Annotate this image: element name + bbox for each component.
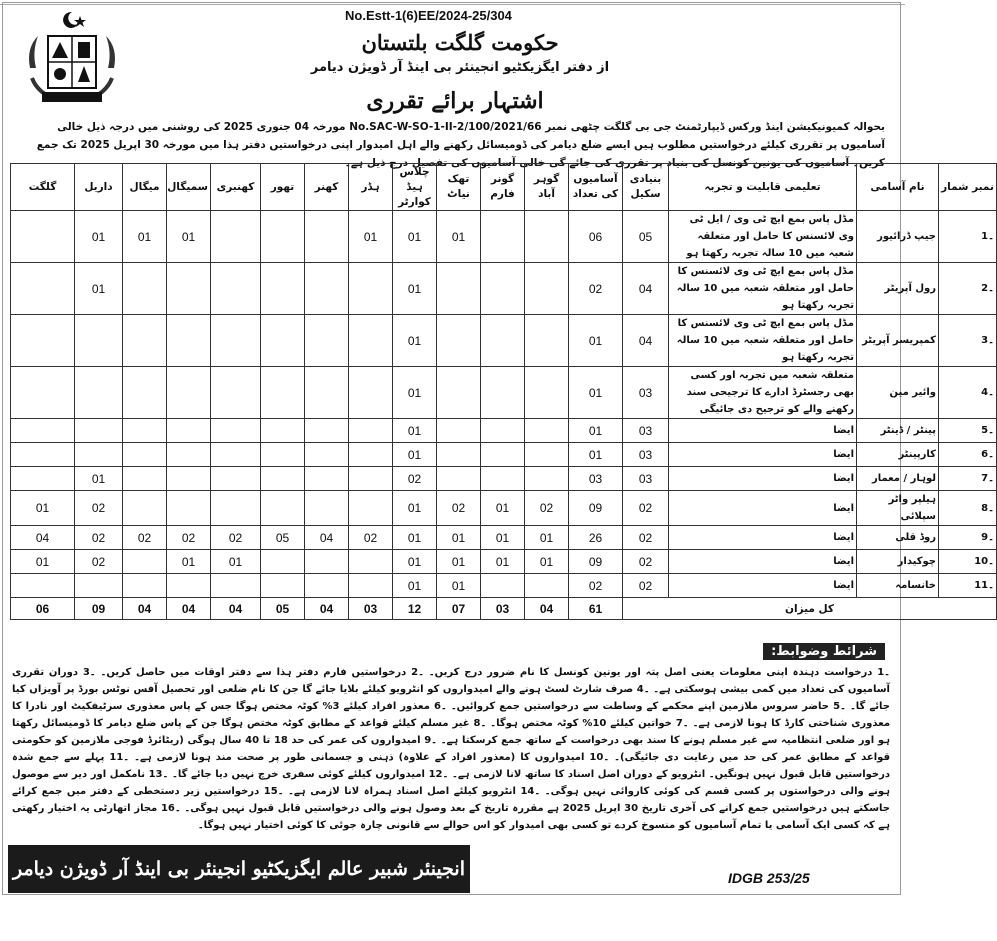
cell-c11: 02 bbox=[75, 526, 123, 550]
cell-sr: ۔4 bbox=[939, 367, 997, 419]
cell-post: وائیر مین bbox=[857, 367, 939, 419]
total-c2: 03 bbox=[481, 598, 525, 620]
cell-c9 bbox=[167, 367, 211, 419]
cell-c10 bbox=[123, 550, 167, 574]
cell-total: 01 bbox=[569, 443, 623, 467]
cell-c6 bbox=[305, 367, 349, 419]
cell-c10 bbox=[123, 419, 167, 443]
cell-bps: 02 bbox=[623, 491, 669, 526]
cell-sr: ۔11 bbox=[939, 574, 997, 598]
cell-c11 bbox=[75, 443, 123, 467]
cell-c10: 02 bbox=[123, 526, 167, 550]
total-c12: 06 bbox=[11, 598, 75, 620]
cell-c9 bbox=[167, 263, 211, 315]
table-row bbox=[11, 574, 997, 598]
cell-c10 bbox=[123, 491, 167, 526]
cell-c1: 01 bbox=[525, 550, 569, 574]
cell-bps: 04 bbox=[623, 315, 669, 367]
cell-c12 bbox=[11, 211, 75, 263]
total-c11: 09 bbox=[75, 598, 123, 620]
cell-sr: ۔3 bbox=[939, 315, 997, 367]
cell-c5 bbox=[349, 574, 393, 598]
cell-c6 bbox=[305, 550, 349, 574]
cell-c8 bbox=[211, 367, 261, 419]
col-header: نمبر شمار bbox=[939, 164, 997, 211]
cell-bps: 03 bbox=[623, 419, 669, 443]
col-header: گلگت bbox=[11, 164, 75, 211]
cell-c3 bbox=[437, 263, 481, 315]
cell-c7 bbox=[261, 419, 305, 443]
cell-c12 bbox=[11, 574, 75, 598]
col-header: تعلیمی قابلیت و تجربہ bbox=[669, 164, 857, 211]
col-header: چلاس ہیڈ کوارٹر bbox=[393, 164, 437, 211]
cell-c3 bbox=[437, 419, 481, 443]
cell-c1: 02 bbox=[525, 491, 569, 526]
cell-c12: 01 bbox=[11, 491, 75, 526]
cell-c3: 01 bbox=[437, 574, 481, 598]
col-header: کھنر bbox=[305, 164, 349, 211]
table-total-row bbox=[11, 598, 997, 620]
total-c3: 07 bbox=[437, 598, 481, 620]
cell-c12 bbox=[11, 367, 75, 419]
col-header: گونر فارم bbox=[481, 164, 525, 211]
cell-qual: مڈل پاس بمع ایچ ٹی وی لائسنس کا حامل اور متعلقہ شعبہ میں 10 سالہ تجربہ رکھتا ہو bbox=[669, 263, 857, 315]
cell-c4: 02 bbox=[393, 467, 437, 491]
cell-c8 bbox=[211, 419, 261, 443]
cell-post: خانسامہ bbox=[857, 574, 939, 598]
vacancy-table bbox=[10, 163, 997, 620]
cell-c4: 01 bbox=[393, 443, 437, 467]
cell-c9 bbox=[167, 491, 211, 526]
government-emblem-icon bbox=[18, 8, 126, 110]
col-header: تھک نیاٹ bbox=[437, 164, 481, 211]
cell-total: 09 bbox=[569, 491, 623, 526]
cell-c7 bbox=[261, 443, 305, 467]
cell-c4: 01 bbox=[393, 367, 437, 419]
cell-qual: متعلقہ شعبہ میں تجربہ اور کسی بھی رجسٹرڈ ادارے کا ترجیحی سند رکھنے والے کو ترجیح دی جائیگی bbox=[669, 367, 857, 419]
cell-c10 bbox=[123, 367, 167, 419]
cell-c6: 04 bbox=[305, 526, 349, 550]
table-row bbox=[11, 211, 997, 263]
cell-c11 bbox=[75, 367, 123, 419]
government-title: حکومت گلگت بلتستان bbox=[361, 30, 559, 55]
cell-c7: 05 bbox=[261, 526, 305, 550]
cell-c7 bbox=[261, 263, 305, 315]
cell-c6 bbox=[305, 315, 349, 367]
cell-post: لوہار / معمار bbox=[857, 467, 939, 491]
cell-c4: 01 bbox=[393, 491, 437, 526]
cell-c5 bbox=[349, 443, 393, 467]
total-label: کل میزان bbox=[623, 598, 997, 620]
cell-bps: 02 bbox=[623, 526, 669, 550]
col-header: داریل bbox=[75, 164, 123, 211]
cell-c3: 02 bbox=[437, 491, 481, 526]
cell-c6 bbox=[305, 419, 349, 443]
col-header: سمیگال bbox=[167, 164, 211, 211]
cell-c2: 01 bbox=[481, 550, 525, 574]
cell-c7 bbox=[261, 467, 305, 491]
cell-bps: 02 bbox=[623, 550, 669, 574]
cell-sr: ۔2 bbox=[939, 263, 997, 315]
cell-c9 bbox=[167, 315, 211, 367]
cell-c7 bbox=[261, 367, 305, 419]
cell-c1 bbox=[525, 419, 569, 443]
cell-sr: ۔10 bbox=[939, 550, 997, 574]
cell-post: رول آپریٹر bbox=[857, 263, 939, 315]
cell-c1 bbox=[525, 467, 569, 491]
cell-c2 bbox=[481, 574, 525, 598]
cell-sr: ۔7 bbox=[939, 467, 997, 491]
cell-total: 26 bbox=[569, 526, 623, 550]
table-row bbox=[11, 419, 997, 443]
cell-c7 bbox=[261, 315, 305, 367]
cell-c7 bbox=[261, 550, 305, 574]
intro-paragraph: بحوالہ کمیونیکیشن اینڈ ورکس ڈیپارٹمنٹ جی بی گلگت چٹھی نمبر No.SAC-W-SO-1-II-2/100/2021/66 مورخہ 04 جنوری 2025 کی روشنی میں درجہ ذیل خالی آسامیوں پر تقرری کیلئے درخواستیں مطلوب ہیں ایسے ضلع دیامر کی ڈومیسائل رکھنے والے اہل امیدوار اپنی درخواستیں دفتر ہذا میں مورخہ 30 اپریل 2025 تک جمع کریں۔ آسامیوں کی یونین کونسل کی بنیاد پر تقرری کی جائے گی خالی آسامیوں کی تفصیل درج ذیل ہے۔ bbox=[36, 121, 885, 169]
cell-c2 bbox=[481, 419, 525, 443]
cell-sr: ۔1 bbox=[939, 211, 997, 263]
cell-c10 bbox=[123, 263, 167, 315]
cell-c6 bbox=[305, 443, 349, 467]
col-header: کھنبری bbox=[211, 164, 261, 211]
cell-c2 bbox=[481, 211, 525, 263]
cell-c8: 02 bbox=[211, 526, 261, 550]
cell-c4: 01 bbox=[393, 211, 437, 263]
cell-c11: 01 bbox=[75, 467, 123, 491]
cell-bps: 03 bbox=[623, 367, 669, 419]
cell-c5: 02 bbox=[349, 526, 393, 550]
cell-bps: 05 bbox=[623, 211, 669, 263]
cell-c8 bbox=[211, 467, 261, 491]
cell-c6 bbox=[305, 211, 349, 263]
cell-c1 bbox=[525, 574, 569, 598]
reference-number: No.Estt-1(6)EE/2024-25/304 bbox=[345, 8, 512, 23]
col-header: بنیادی سکیل bbox=[623, 164, 669, 211]
cell-c5 bbox=[349, 315, 393, 367]
cell-c6 bbox=[305, 491, 349, 526]
cell-c3 bbox=[437, 467, 481, 491]
table-row bbox=[11, 526, 997, 550]
cell-c4: 01 bbox=[393, 419, 437, 443]
cell-post: پینٹر / ڈینٹر bbox=[857, 419, 939, 443]
cell-c10 bbox=[123, 315, 167, 367]
table-body bbox=[11, 211, 997, 620]
total-total: 61 bbox=[569, 598, 623, 620]
total-c8: 04 bbox=[211, 598, 261, 620]
cell-post: کمپریسر آپریٹر bbox=[857, 315, 939, 367]
cell-total: 06 bbox=[569, 211, 623, 263]
cell-c4: 01 bbox=[393, 315, 437, 367]
cell-c12 bbox=[11, 443, 75, 467]
cell-qual: ایضا bbox=[669, 467, 857, 491]
cell-c5 bbox=[349, 491, 393, 526]
cell-c10 bbox=[123, 574, 167, 598]
cell-c5 bbox=[349, 367, 393, 419]
cell-c12 bbox=[11, 315, 75, 367]
cell-c9 bbox=[167, 419, 211, 443]
cell-c5 bbox=[349, 550, 393, 574]
cell-c1: 01 bbox=[525, 526, 569, 550]
cell-c2: 01 bbox=[481, 491, 525, 526]
cell-c5: 01 bbox=[349, 211, 393, 263]
cell-c12 bbox=[11, 263, 75, 315]
total-c5: 03 bbox=[349, 598, 393, 620]
cell-c6 bbox=[305, 467, 349, 491]
cell-sr: ۔5 bbox=[939, 419, 997, 443]
cell-c10 bbox=[123, 467, 167, 491]
cell-c11 bbox=[75, 574, 123, 598]
cell-qual: مڈل پاس بمع ایچ ٹی وی لائسنس کا حامل اور متعلقہ شعبہ میں 10 سالہ تجربہ رکھتا ہو bbox=[669, 315, 857, 367]
cell-post: کارپینٹر bbox=[857, 443, 939, 467]
cell-c9: 02 bbox=[167, 526, 211, 550]
total-c10: 04 bbox=[123, 598, 167, 620]
cell-c9 bbox=[167, 467, 211, 491]
office-title: از دفتر ایگزیکٹیو انجینئر بی اینڈ آر ڈویژن دیامر bbox=[310, 60, 610, 75]
cell-c7 bbox=[261, 211, 305, 263]
table-row bbox=[11, 315, 997, 367]
table-row bbox=[11, 491, 997, 526]
cell-c1 bbox=[525, 443, 569, 467]
cell-total: 02 bbox=[569, 574, 623, 598]
cell-c3: 01 bbox=[437, 211, 481, 263]
cell-total: 02 bbox=[569, 263, 623, 315]
table-row bbox=[11, 263, 997, 315]
col-header: میگال bbox=[123, 164, 167, 211]
cell-c8 bbox=[211, 443, 261, 467]
cell-sr: ۔8 bbox=[939, 491, 997, 526]
cell-c4: 01 bbox=[393, 574, 437, 598]
cell-post: ہیلپر واٹر سپلائی bbox=[857, 491, 939, 526]
cell-qual: ایضا bbox=[669, 526, 857, 550]
cell-c2 bbox=[481, 367, 525, 419]
cell-post: جیپ ڈرائیور bbox=[857, 211, 939, 263]
cell-qual: ایضا bbox=[669, 491, 857, 526]
cell-post: روڈ قلی bbox=[857, 526, 939, 550]
cell-c7 bbox=[261, 491, 305, 526]
cell-c1 bbox=[525, 315, 569, 367]
cell-bps: 03 bbox=[623, 443, 669, 467]
cell-total: 03 bbox=[569, 467, 623, 491]
cell-bps: 02 bbox=[623, 574, 669, 598]
col-header: گوہر آباد bbox=[525, 164, 569, 211]
total-c6: 04 bbox=[305, 598, 349, 620]
cell-bps: 04 bbox=[623, 263, 669, 315]
ad-code: IDGB 253/25 bbox=[728, 870, 810, 886]
cell-c1 bbox=[525, 263, 569, 315]
conditions-title: شرائط وضوابط: bbox=[763, 643, 885, 660]
signature-block: انجینئر شبیر عالم ایگزیکٹیو انجینئر بی اینڈ آر ڈویژن دیامر چلاس bbox=[8, 845, 470, 893]
cell-c9: 01 bbox=[167, 211, 211, 263]
cell-c11: 02 bbox=[75, 491, 123, 526]
total-c4: 12 bbox=[393, 598, 437, 620]
cell-c8 bbox=[211, 491, 261, 526]
total-c7: 05 bbox=[261, 598, 305, 620]
table-row bbox=[11, 443, 997, 467]
col-header: آسامیوں کی تعداد bbox=[569, 164, 623, 211]
cell-c4: 01 bbox=[393, 526, 437, 550]
cell-c6 bbox=[305, 263, 349, 315]
cell-c8 bbox=[211, 263, 261, 315]
table-header-row bbox=[11, 164, 997, 211]
cell-c8 bbox=[211, 574, 261, 598]
cell-c3 bbox=[437, 315, 481, 367]
cell-c2 bbox=[481, 443, 525, 467]
total-c1: 04 bbox=[525, 598, 569, 620]
cell-qual: ایضا bbox=[669, 419, 857, 443]
cell-c1 bbox=[525, 367, 569, 419]
cell-sr: ۔9 bbox=[939, 526, 997, 550]
cell-total: 01 bbox=[569, 367, 623, 419]
cell-c12 bbox=[11, 419, 75, 443]
cell-c4: 01 bbox=[393, 550, 437, 574]
cell-total: 09 bbox=[569, 550, 623, 574]
cell-c10: 01 bbox=[123, 211, 167, 263]
cell-c3 bbox=[437, 443, 481, 467]
cell-c2 bbox=[481, 315, 525, 367]
cell-c11: 01 bbox=[75, 263, 123, 315]
cell-c12 bbox=[11, 467, 75, 491]
cell-qual: ایضا bbox=[669, 443, 857, 467]
cell-c5 bbox=[349, 263, 393, 315]
cell-c12: 01 bbox=[11, 550, 75, 574]
cell-c11: 02 bbox=[75, 550, 123, 574]
cell-c11 bbox=[75, 419, 123, 443]
conditions-text: ۔1 درخواست دہندہ اپنی معلومات یعنی اصل پتہ اور یونین کونسل کا نام ضرور درج کریں۔ ۔2 درخواستیں فارم دفتر ہذا سے دفتر اوقات میں حاصل کریں۔ ۔3 دوران تقرری آسامیوں کی تعداد میں کمی بیشی ہوسکتی ہے۔ ۔4 صرف شارٹ لسٹ ہونے والے امیدواروں کو انٹرویو کیلئے بلایا جائے گا جن کا نام ضلعی اور تحصیل آفس نوٹس بورڈ پر آویزاں کیا جائے گا۔ ۔5 حاضر سروس ملازمین اپنے محکمے کے وساطت سے درخواستیں جمع کروائیں۔ ۔6 معذور افراد کیلئے 3% کوٹہ مختص ہوگا جس کے پاس معذوری سرٹیفکیٹ اور نادرا کا معذوری شناختی کارڈ کا ہونا لازمی ہے۔ ۔7 خواتین کیلئے 10% کوٹہ مختص ہوگا۔ ۔8 غیر مسلم کیلئے قواعد کے مطابق کوٹہ مختص ہوگا جن کے پاس ضلع دیامر کا ڈومیسائل رکھتا ہو اور ضلعی انتظامیہ سے غیر مسلم ہونے کا سند بھی درخواست کے ساتھ جمع کرسکتا ہے۔ ۔9 امیدواروں کی عمر کی حد 18 تا 40 سال ہوگی (ریٹائرڈ فوجی ملازمین کو حکومتی قواعد کے مطابق عمر کی حد میں رعایت دی جائیگی)۔ ۔10 امیدواروں کا (معذور افراد کے علاوہ) ذہنی و جسمانی طور پر صحت مند ہونا لازمی ہے۔ ۔11 پہلے سے جمع شدہ درخواستیں قابل قبول نہیں ہونگیں۔ انٹرویو کے دوران اصل اسناد کا ساتھ لانا لازمی ہے۔ ۔12 امیدواروں کیلئے کوئی سفری خرچ نہیں دیا جائے گا۔ ۔13 نامکمل اور دیر سے موصول ہونے والی درخواستوں پر کسی قسم کی کوئی کاروائی نہیں ہوگی۔ ۔14 انٹرویو کیلئے اصل اسناد ہمراہ لانا لازمی ہے۔ ۔15 درخواستیں زیر دستخطی کے دفتر میں جمع کرائے جاسکتے ہیں درخواستیں جمع کرانے کی آخری تاریخ 30 اپریل 2025 ہے مقررہ تاریخ کے بعد وصول ہونے والی درخواستیں قابل قبول نہیں ہوگی۔ ۔16 مجاز اتھارٹی یہ اختیار رکھتی ہے کہ کسی ایک آسامی یا تمام آسامیوں کو منسوخ کردے تو کسی بھی امیدوار کو اس حوالے سے قانونی چارہ جوئی کا کوئی اختیار نہیں ہوگا۔ bbox=[12, 667, 891, 831]
col-header: ہڈر bbox=[349, 164, 393, 211]
cell-qual: ایضا bbox=[669, 574, 857, 598]
cell-c8 bbox=[211, 315, 261, 367]
cell-c6 bbox=[305, 574, 349, 598]
table-row bbox=[11, 550, 997, 574]
cell-c2 bbox=[481, 467, 525, 491]
cell-c1 bbox=[525, 211, 569, 263]
cell-c12: 04 bbox=[11, 526, 75, 550]
cell-bps: 03 bbox=[623, 467, 669, 491]
cell-qual: مڈل پاس بمع ایچ ٹی وی / ایل ٹی وی لائسنس کا حامل اور متعلقہ شعبہ میں 10 سالہ تجربہ رکھتا ہو bbox=[669, 211, 857, 263]
table-row bbox=[11, 367, 997, 419]
cell-c8: 01 bbox=[211, 550, 261, 574]
cell-total: 01 bbox=[569, 419, 623, 443]
total-c9: 04 bbox=[167, 598, 211, 620]
cell-total: 01 bbox=[569, 315, 623, 367]
col-header: نام آسامی bbox=[857, 164, 939, 211]
advertisement-headline: اشتہار برائے تقرری bbox=[366, 88, 544, 114]
cell-c5 bbox=[349, 467, 393, 491]
cell-c11 bbox=[75, 315, 123, 367]
cell-c11: 01 bbox=[75, 211, 123, 263]
cell-c9: 01 bbox=[167, 550, 211, 574]
cell-c4: 01 bbox=[393, 263, 437, 315]
cell-c2: 01 bbox=[481, 526, 525, 550]
cell-c9 bbox=[167, 443, 211, 467]
table-row bbox=[11, 467, 997, 491]
cell-c9 bbox=[167, 574, 211, 598]
cell-c3 bbox=[437, 367, 481, 419]
cell-c8 bbox=[211, 211, 261, 263]
cell-qual: ایضا bbox=[669, 550, 857, 574]
cell-sr: ۔6 bbox=[939, 443, 997, 467]
cell-c3: 01 bbox=[437, 526, 481, 550]
cell-c7 bbox=[261, 574, 305, 598]
col-header: تھور bbox=[261, 164, 305, 211]
cell-c2 bbox=[481, 263, 525, 315]
cell-c3: 01 bbox=[437, 550, 481, 574]
cell-c5 bbox=[349, 419, 393, 443]
cell-post: چوکیدار bbox=[857, 550, 939, 574]
cell-c10 bbox=[123, 443, 167, 467]
